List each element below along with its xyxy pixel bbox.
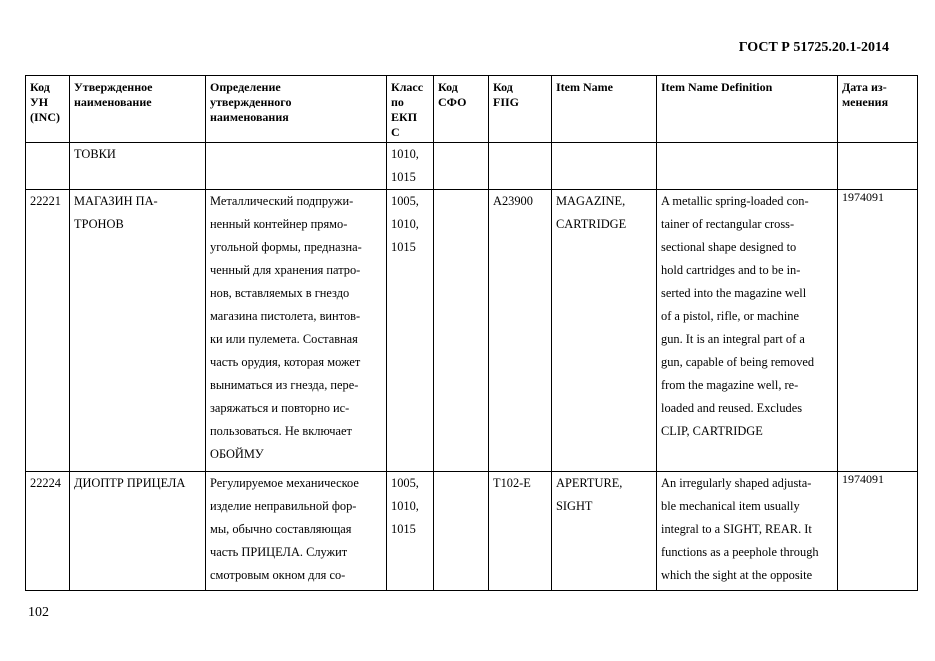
column-header-line: Дата из- <box>842 80 887 94</box>
item-name-cell <box>552 472 657 591</box>
column-header-line: Код <box>438 80 458 94</box>
cell-line: 1974091 <box>842 472 884 486</box>
fiig-code-cell <box>489 190 552 472</box>
sfo-code-cell <box>434 190 489 472</box>
item-name-cell <box>552 190 657 472</box>
cell-line: ОБОЙМУ <box>210 447 264 461</box>
column-header-line: Item Name <box>556 80 613 94</box>
column-header-line: менения <box>842 95 889 109</box>
cell-line: МАГАЗИН ПА- <box>74 194 158 208</box>
column-header-line: (INC) <box>30 110 60 124</box>
classification-table <box>25 75 918 591</box>
column-header-line: наименования <box>210 110 289 124</box>
column-header <box>26 76 70 143</box>
column-header-line: Код <box>493 80 513 94</box>
cell-line: A metallic spring-loaded con- <box>661 194 809 208</box>
cell-line: 1015 <box>391 240 416 254</box>
column-header-line: УН <box>30 95 49 109</box>
cell-line: functions as a peephole through <box>661 545 819 559</box>
cell-line: Регулируемое механическое <box>210 476 359 490</box>
cell-line: gun. It is an integral part of a <box>661 332 805 346</box>
cell-line: часть орудия, которая может <box>210 355 361 369</box>
item-definition-cell <box>657 472 838 591</box>
item-name-cell <box>552 143 657 190</box>
column-header <box>838 76 918 143</box>
cell-line: A23900 <box>493 194 533 208</box>
cell-line: заряжаться и повторно ис- <box>210 401 350 415</box>
cell-line: ble mechanical item usually <box>661 499 800 513</box>
cell-line: loaded and reused. Excludes <box>661 401 803 415</box>
table-row <box>26 143 918 190</box>
change-date-cell <box>838 472 918 591</box>
cell-line: ки или пулемета. Составная <box>210 332 358 346</box>
definition-cell <box>206 190 387 472</box>
column-header-line: Определение <box>210 80 281 94</box>
cell-line: 1005, <box>391 476 419 490</box>
cell-line: An irregularly shaped adjusta- <box>661 476 812 490</box>
cell-line: 22224 <box>30 476 61 490</box>
fiig-code-cell <box>489 143 552 190</box>
column-header-line: по <box>391 95 404 109</box>
cell-line: 1015 <box>391 522 416 536</box>
cell-line: from the magazine well, re- <box>661 378 799 392</box>
cell-line: gun, capable of being removed <box>661 355 815 369</box>
column-header-line: СФО <box>438 95 467 109</box>
cell-line: integral to a SIGHT, REAR. It <box>661 522 812 536</box>
class-cell <box>387 472 434 591</box>
inc-code-cell <box>26 472 70 591</box>
column-header-line: Item Name Definition <box>661 80 773 94</box>
definition-cell <box>206 472 387 591</box>
sfo-code-cell <box>434 472 489 591</box>
cell-line: T102-E <box>493 476 531 490</box>
cell-line: ДИОПТР ПРИЦЕЛА <box>74 476 186 490</box>
approved-name-cell <box>70 472 206 591</box>
cell-line: пользоваться. Не включает <box>210 424 352 438</box>
cell-line: ТОВКИ <box>74 147 116 161</box>
approved-name-cell <box>70 143 206 190</box>
class-cell <box>387 143 434 190</box>
column-header <box>387 76 434 143</box>
cell-line: sectional shape designed to <box>661 240 797 254</box>
cell-line: MAGAZINE, <box>556 194 626 208</box>
cell-line: CLIP, CARTRIDGE <box>661 424 763 438</box>
page-number: 102 <box>28 605 49 620</box>
column-header-line: Код <box>30 80 50 94</box>
fiig-code-cell <box>489 472 552 591</box>
cell-line: изделие неправильной фор- <box>210 499 357 513</box>
inc-code-cell <box>26 190 70 472</box>
table-row <box>26 190 918 472</box>
column-header-line: С <box>391 125 400 139</box>
column-header-line: Класс <box>391 80 424 94</box>
cell-line: угольной формы, предназна- <box>210 240 362 254</box>
column-header <box>434 76 489 143</box>
column-header-line: FIIG <box>493 95 520 109</box>
cell-line: SIGHT <box>556 499 593 513</box>
cell-line: мы, обычно составляющая <box>210 522 352 536</box>
cell-line: 22221 <box>30 194 61 208</box>
cell-line: APERTURE, <box>556 476 623 490</box>
column-header <box>489 76 552 143</box>
cell-line: 1010, <box>391 499 419 513</box>
cell-line: 1005, <box>391 194 419 208</box>
cell-line: CARTRIDGE <box>556 217 627 231</box>
column-header <box>657 76 838 143</box>
definition-cell <box>206 143 387 190</box>
cell-line: ненный контейнер прямо- <box>210 217 348 231</box>
cell-line: serted into the magazine well <box>661 286 807 300</box>
cell-line: нов, вставляемых в гнездо <box>210 286 350 300</box>
column-header <box>552 76 657 143</box>
cell-line: смотровым окном для со- <box>210 568 346 582</box>
cell-line: which the sight at the opposite <box>661 568 813 582</box>
column-header-line: Утвержденное <box>74 80 153 94</box>
cell-line: hold cartridges and to be in- <box>661 263 801 277</box>
column-header-line: ЕКП <box>391 110 418 124</box>
column-header-line: наименование <box>74 95 152 109</box>
cell-line: выниматься из гнезда, пере- <box>210 378 359 392</box>
cell-line: 1010, <box>391 217 419 231</box>
cell-line: Металлический подпружи- <box>210 194 354 208</box>
column-header <box>70 76 206 143</box>
cell-line: 1010, <box>391 147 419 161</box>
item-definition-cell <box>657 190 838 472</box>
item-definition-cell <box>657 143 838 190</box>
table-row <box>26 472 918 591</box>
cell-line: ченный для хранения патро- <box>210 263 361 277</box>
approved-name-cell <box>70 190 206 472</box>
cell-line: tainer of rectangular cross- <box>661 217 795 231</box>
cell-line: магазина пистолета, винтов- <box>210 309 361 323</box>
cell-line: ТРОНОВ <box>74 217 124 231</box>
change-date-cell <box>838 143 918 190</box>
sfo-code-cell <box>434 143 489 190</box>
change-date-cell <box>838 190 918 472</box>
cell-line: of a pistol, rifle, or machine <box>661 309 799 323</box>
standard-designation: ГОСТ Р 51725.20.1-2014 <box>738 40 889 55</box>
table-header-row <box>26 76 918 143</box>
cell-line: 1974091 <box>842 190 884 204</box>
column-header-line: утвержденного <box>210 95 292 109</box>
cell-line: часть ПРИЦЕЛА. Служит <box>210 545 348 559</box>
cell-line: 1015 <box>391 170 416 184</box>
inc-code-cell <box>26 143 70 190</box>
column-header <box>206 76 387 143</box>
class-cell <box>387 190 434 472</box>
